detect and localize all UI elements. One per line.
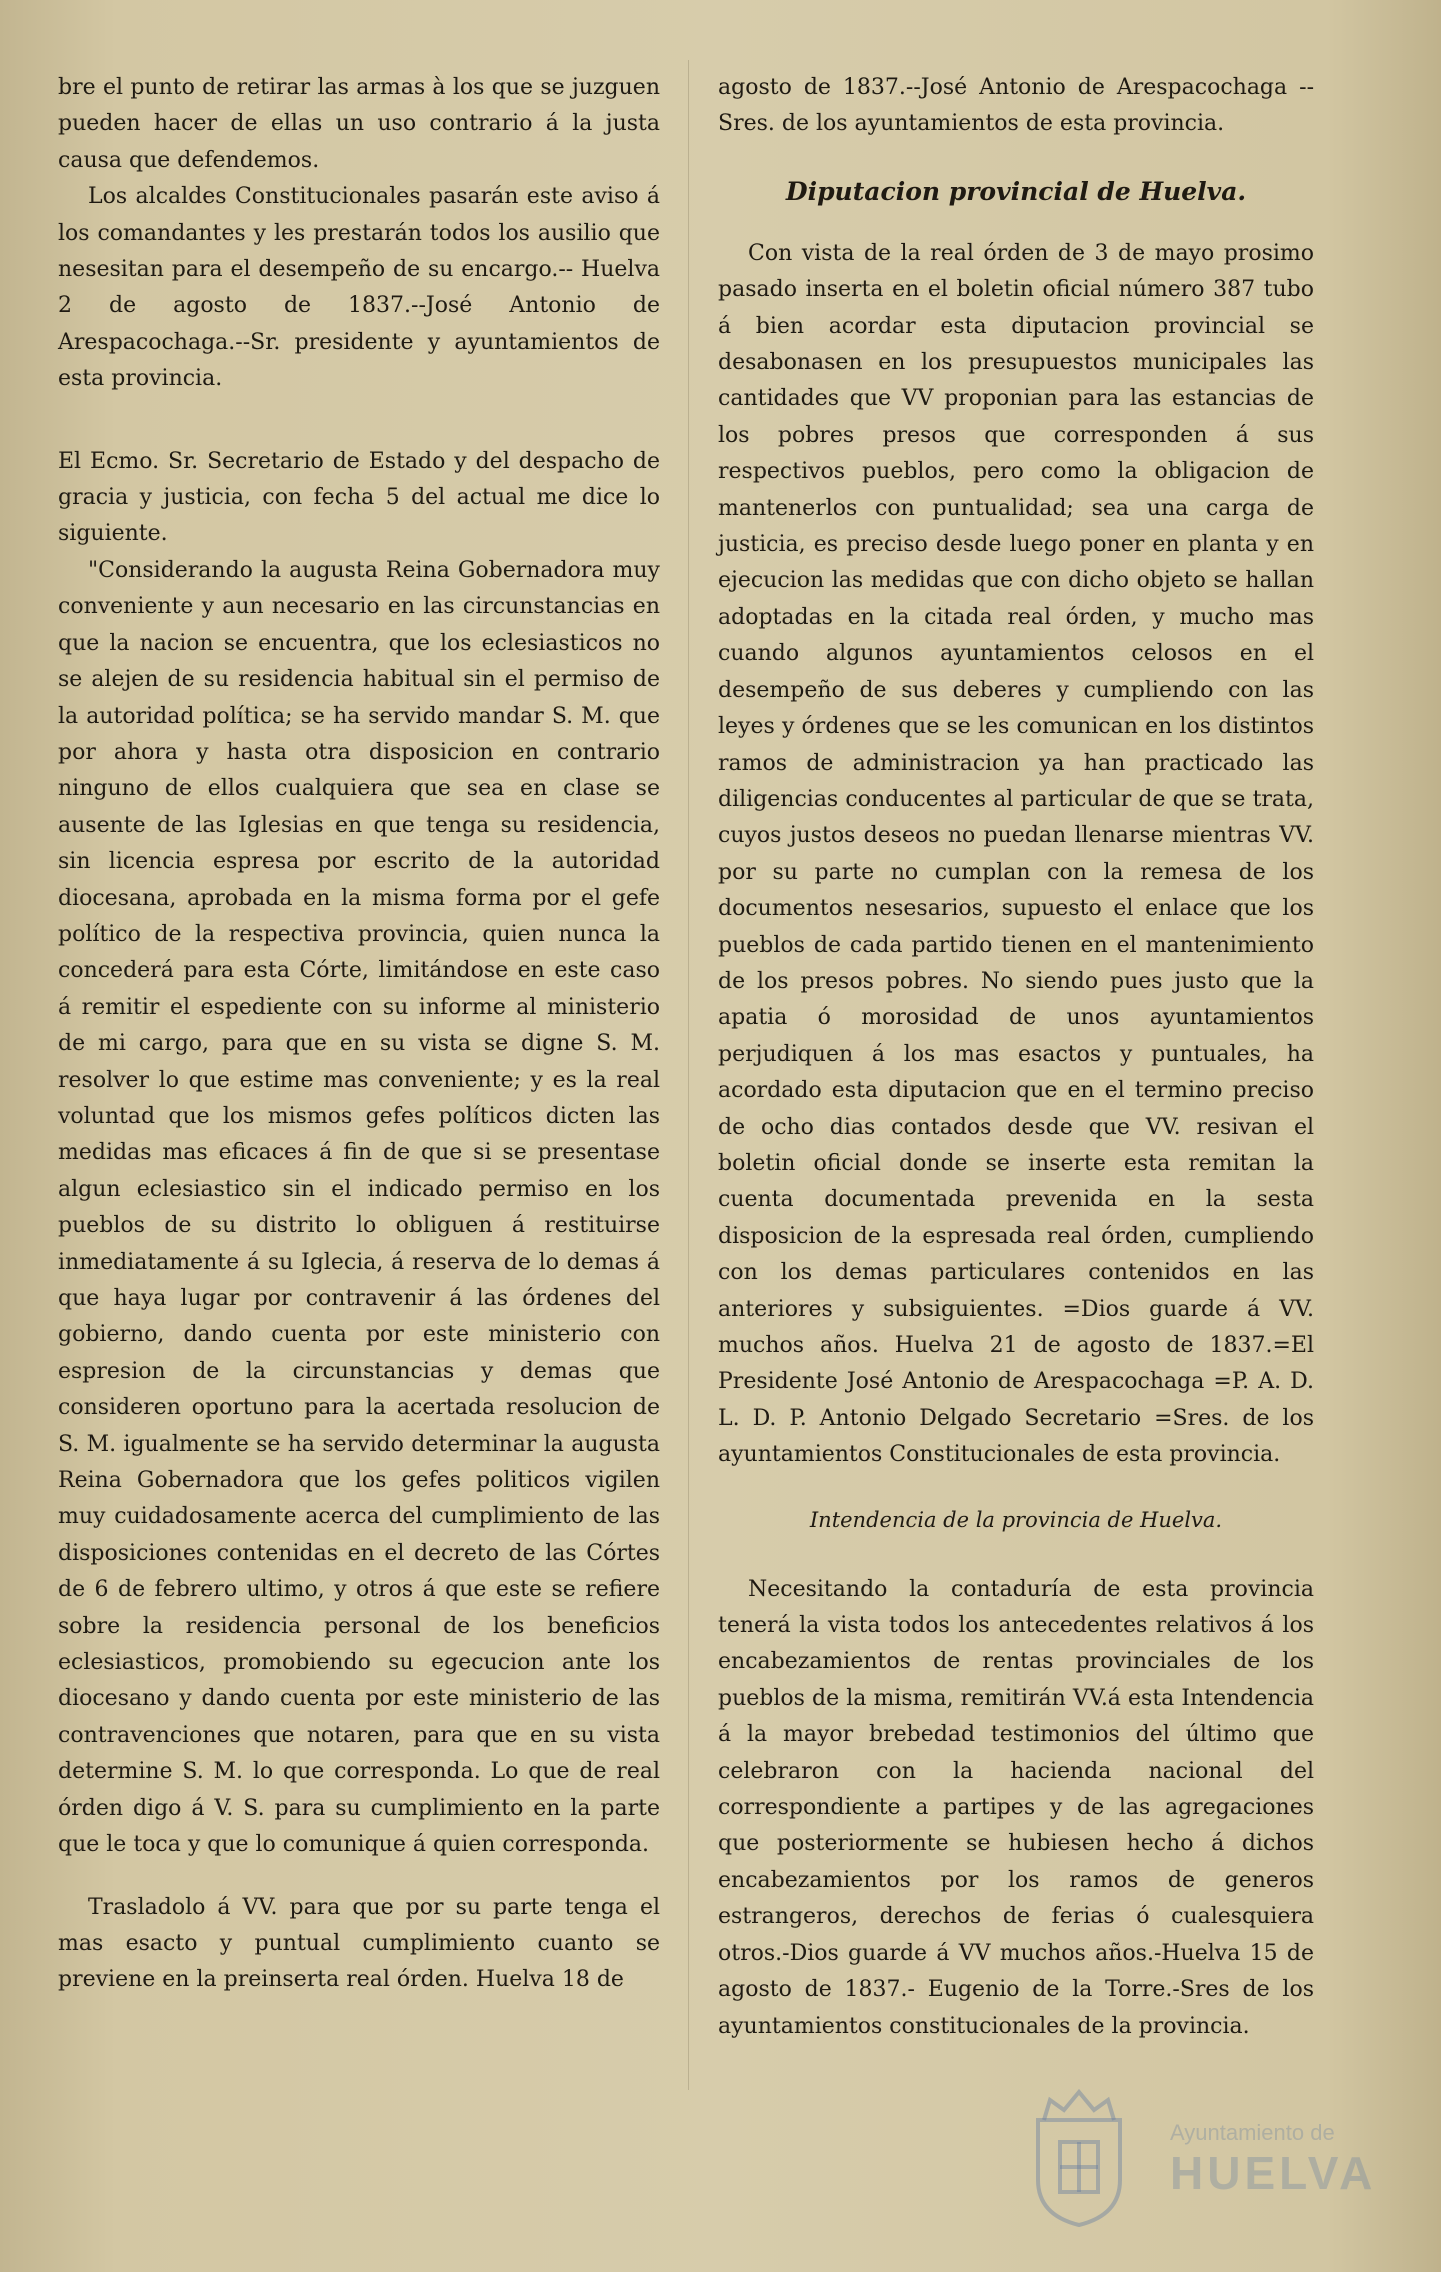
column-divider — [688, 60, 689, 2090]
left-paragraph-1: bre el punto de retirar las armas à los que se juzguen pueden hacer de ellas un uso contrario á la justa causa que defendemos. — [58, 75, 660, 173]
left-column — [58, 70, 660, 1999]
watermark-line-2: HUELVA — [1170, 2147, 1377, 2199]
left-paragraph-4: "Considerando la augusta Reina Gobernadora muy conveniente y aun necesario en las circunstancias en que la nacion se encuentra, que los eclesiasticos no se alejen de su residencia habitual sin el permiso de la autoridad política; se ha servido mandar S. M. que por ahora y hasta otra disposicion en contrario ninguno de ellos cualquiera que sea en clase se ausente de las Iglesias en que tenga su residencia, sin licencia espresa por escrito de la autoridad diocesana, aprobada en la misma forma por el gefe político de la respectiva provincia, quien nunca la concederá para esta Córte, limitándose en este caso á remitir el espediente con su informe al ministerio de mi cargo, para que en su vista se digne S. M. resolver lo que estime mas conveniente; y es la real voluntad que los mismos gefes políticos dicten las medidas mas eficaces á fin de que si se presentase algun eclesiastico sin el indicado permiso en los pueblos de su distrito lo obliguen á restituirse inmediatamente á su Iglecia, á reserva de lo demas á que haya lugar por contravenir á las órdenes del gobierno, dando cuenta por este ministerio con espresion de la circunstancias y demas que consideren oportuno para la acertada resolucion de S. M. igualmente se ha servido determinar la augusta Reina Gobernadora que los gefes politicos vigilen muy cuidadosamente acerca del cumplimiento de las disposiciones contenidas en el decreto de las Córtes de 6 de febrero ultimo, y otros á que este se refiere sobre la residencia personal de los beneficios eclesiasticos, promobiendo su egecucion ante los diocesano y dando cuenta por este ministerio de las contravenciones que notaren, para que en su vista determine S. M. lo que corresponda. Lo que de real órden digo á V. S. para su cumplimiento en la parte que le toca y que lo comunique á quien corresponda. — [58, 557, 660, 1858]
left-paragraph-3: El Ecmo. Sr. Secretario de Estado y del despacho de gracia y justicia, con fecha 5 del actual me dice lo siguiente. — [58, 448, 660, 547]
city-crest-icon — [1020, 2080, 1138, 2230]
right-column — [718, 70, 1314, 2045]
watermark-line-1: Ayuntamiento de — [1170, 2120, 1335, 2145]
section-heading-diputacion: Diputacion provincial de Huelva. — [785, 176, 1247, 206]
right-paragraph-3: Necesitando la contaduría de esta provincia tenerá la vista todos los antecedentes relativos á los encabezamientos de rentas provinciales de los pueblos de la misma, remitirán VV.á esta Intendencia á la mayor brebedad testimonios del último que celebraron con la hacienda nacional del correspondiente a partipes y de las agregaciones que posteriormente se hubiesen hecho á dichos encabezamientos por los ramos de generos estrangeros, derechos de ferias ó cualesquiera otros.-Dios guarde á VV muchos años.-Huelva 15 de agosto de 1837.- Eugenio de la Torre.-Sres de los ayuntamientos constitucionales de la provincia. — [718, 1576, 1314, 2039]
right-paragraph-2: Con vista de la real órden de 3 de mayo prosimo pasado inserta en el boletin oficial número 387 tubo á bien acordar esta diputacion provincial se desabonasen en los presupuestos municipales las cantidades que VV proponian para las estancias de los pobres presos que corresponden á sus respectivos pueblos, pero como la obligacion de mantenerlos con puntualidad; sea una carga de justicia, es preciso desde luego poner en planta y en ejecucion las medidas que con dicho objeto se hallan adoptadas en la citada real órden, y mucho mas cuando algunos ayuntamientos celosos en el desempeño de sus deberes y cumpliendo con las leyes y órdenes que se les comunican en los distintos ramos de administracion ya han practicado las diligencias conducentes al particular de que se trata, cuyos justos deseos no puedan llenarse mientras VV. por su parte no cumplan con la remesa de los documentos nesesarios, supuesto el enlace que los pueblos de cada partido tienen en el mantenimiento de los presos pobres. No siendo pues justo que la apatia ó morosidad de unos ayuntamientos perjudiquen á los mas esactos y puntuales, ha acordado esta diputacion que en el termino preciso de ocho dias contados desde que VV. resivan el boletin oficial donde se inserte esta remitan la cuenta documentada prevenida en la sesta disposicion de la espresada real órden, cumpliendo con los demas particulares contenidos en las anteriores y subsiguientes. =Dios guarde á VV. muchos años. Huelva 21 de agosto de 1837.=El Presidente José Antonio de Arespacochaga =P. A. D. L. D. P. Antonio Delgado Secretario =Sres. de los ayuntamientos Constitucionales de esta provincia. — [718, 240, 1314, 1468]
left-paragraph-5: Trasladolo á VV. para que por su parte tenga el mas esacto y puntual cumplimiento cuanto se previene en la preinserta real órden. Huelva 18 de — [58, 1894, 660, 1993]
left-paragraph-2: Los alcaldes Constitucionales pasarán este aviso á los comandantes y les prestarán todos los ausilio que nesesitan para el desempeño de su encargo.-- Huelva 2 de agosto de 1837.--José Antonio de Arespacochaga.--Sr. presidente y ayuntamientos de esta provincia. — [58, 184, 660, 392]
right-paragraph-1: agosto de 1837.--José Antonio de Arespacochaga --Sres. de los ayuntamientos de esta provincia. — [718, 75, 1314, 137]
section-heading-intendencia: Intendencia de la provincia de Huelva. — [809, 1507, 1223, 1532]
archive-watermark — [1020, 2080, 1380, 2230]
